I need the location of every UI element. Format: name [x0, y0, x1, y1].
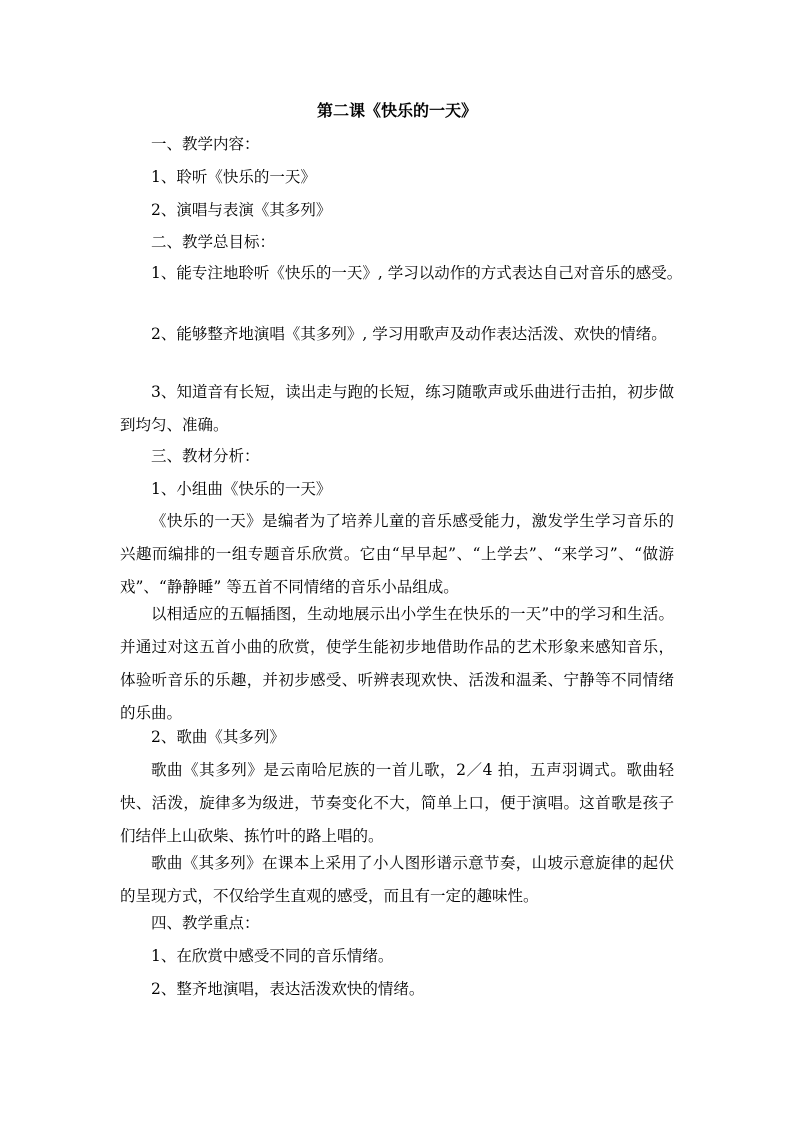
analysis-paragraph-4: 歌曲《其多列》在课本上采用了小人图形谱示意节奏，山坡示意旋律的起伏的呈现方式，不仅给学生直观的感受，而且有一定的趣味性。 — [120, 854, 674, 905]
goal-item-2: 2、能够整齐地演唱《其多列》, 学习用歌声及动作表达活泼、欢快的情绪。 — [151, 325, 667, 343]
goal-item-3: 3、知道音有长短，读出走与跑的长短，练习随歌声或乐曲进行击拍，初步做到均匀、准确。 — [120, 383, 674, 434]
section-heading-content: 一、教学内容： — [151, 135, 260, 153]
content-item-1: 1、聆听《快乐的一天》 — [151, 168, 316, 186]
content-item-2: 2、演唱与表演《其多列》 — [151, 201, 332, 219]
analysis-paragraph-1: 《快乐的一天》是编者为了培养儿童的音乐感受能力，激发学生学习音乐的兴趣而编排的一组专题音乐欣赏。它由“早早起”、“上学去”、“来学习”、“做游戏”、“静静睡” 等五首不同情绪的音乐小品组成。 — [120, 512, 674, 596]
key-point-item-1: 1、在欣赏中感受不同的音乐情绪。 — [151, 947, 394, 965]
analysis-paragraph-3: 歌曲《其多列》是云南哈尼族的一首儿歌，2／4 拍，五声羽调式。歌曲轻快、活泼，旋律多为级进，节奏变化不大，简单上口，便于演唱。这首歌是孩子们结伴上山砍柴、拣竹叶的路上唱的。 — [120, 761, 674, 845]
goal-item-1: 1、能专注地聆听《快乐的一天》, 学习以动作的方式表达自己对音乐的感受。 — [151, 264, 683, 282]
section-heading-analysis: 三、教材分析： — [151, 447, 260, 465]
analysis-paragraph-2: 以相适应的五幅插图，生动地展示出小学生在快乐的一天”中的学习和生活。并通过对这五首小曲的欣赏，使学生能初步地借助作品的艺术形象来感知音乐，体验听音乐的乐趣，并初步感受、听辨表现欢快、活泼和温柔、宁静等不同情绪的乐曲。 — [120, 605, 674, 722]
analysis-subheading-2: 2、歌曲《其多列》 — [151, 728, 285, 746]
section-heading-goals: 二、教学总目标： — [151, 233, 276, 251]
analysis-subheading-1: 1、小组曲《快乐的一天》 — [151, 480, 332, 498]
section-heading-key-points: 四、教学重点： — [151, 914, 260, 932]
key-point-item-2: 2、整齐地演唱，表达活泼欢快的情绪。 — [151, 980, 425, 998]
page-title: 第二课《快乐的一天》 — [316, 101, 477, 120]
